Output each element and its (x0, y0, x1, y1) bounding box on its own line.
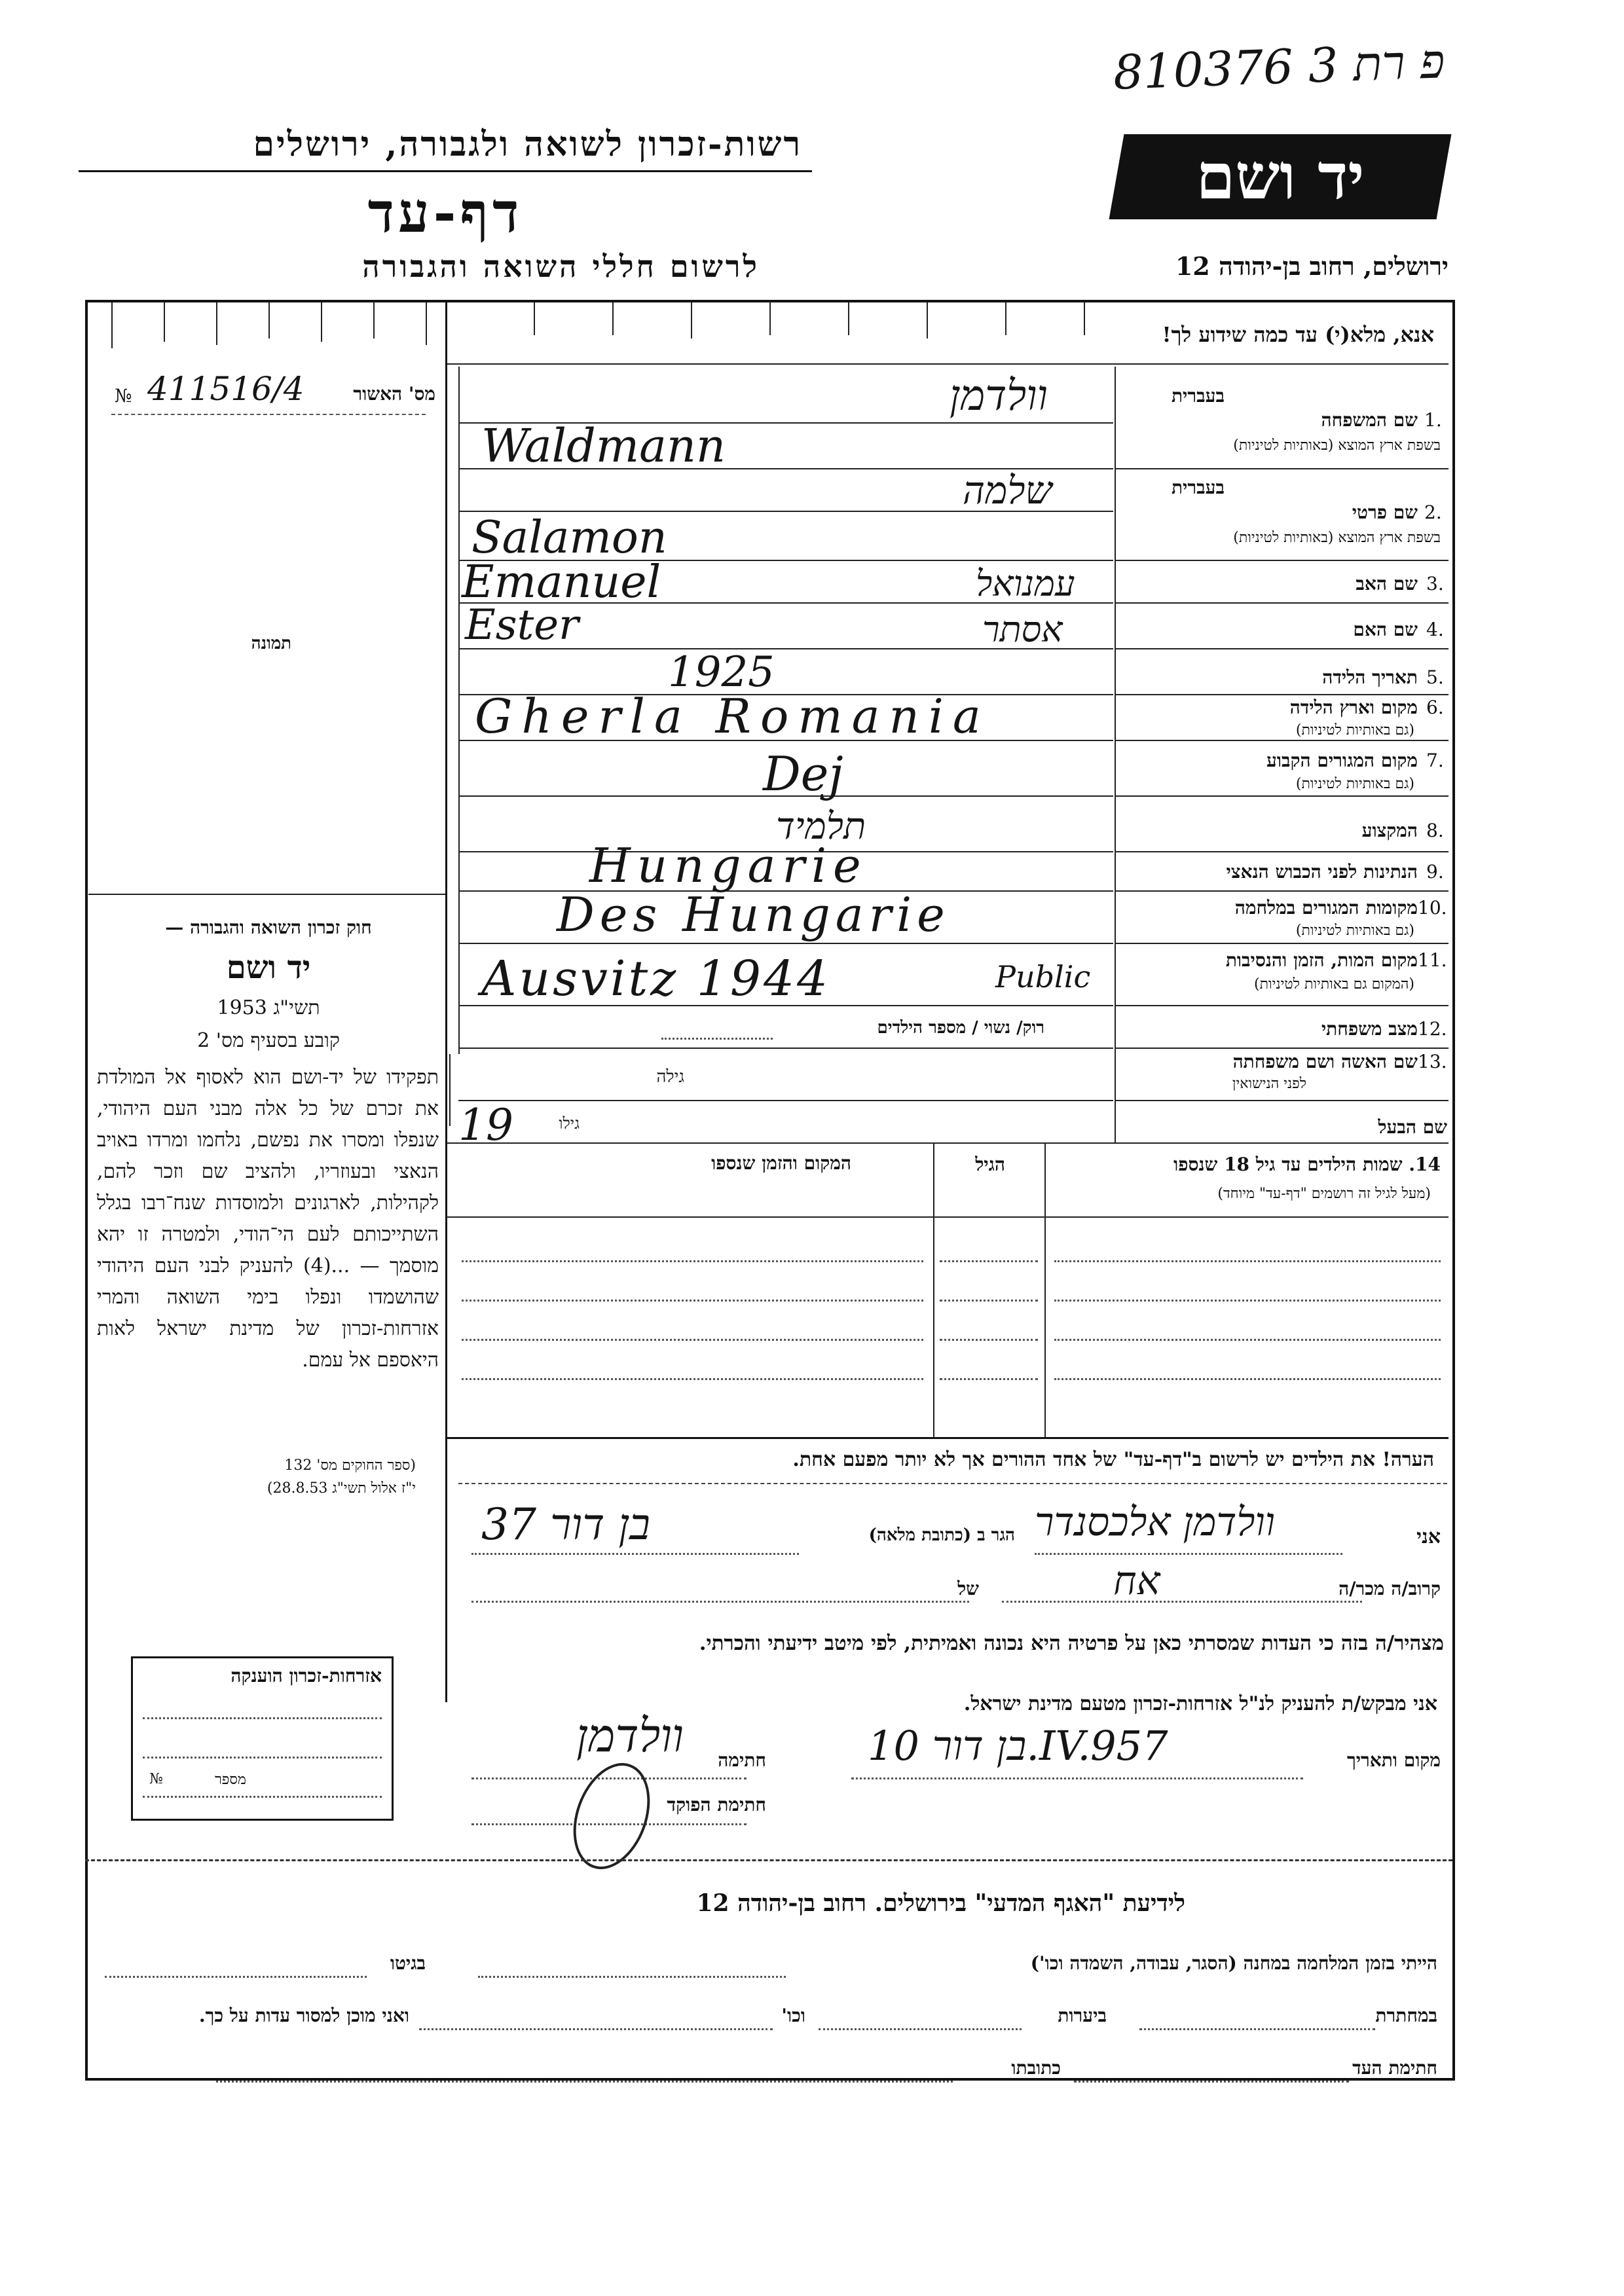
labels-divider (1115, 367, 1116, 1142)
mother-name: Ester (465, 601, 579, 649)
children-names-header: 14. שמות הילדים עד גיל 18 שנספו (1173, 1154, 1441, 1175)
field-2-label: שם פרטי (1352, 501, 1418, 523)
husband-age-label: גילו (559, 1114, 580, 1133)
place-date-label: מקום ותאריך (1346, 1749, 1441, 1771)
field-10-label: מקומות המגורים במלחמה (1234, 897, 1418, 919)
footer-willing: ואני מוכן למסור עדות על כך. (198, 2005, 409, 2026)
firstname-latin: Salamon (471, 512, 667, 564)
surname-latin: Waldmann (481, 419, 726, 473)
doc-title: דף-עד (367, 180, 523, 245)
field-12-number: 12. (1418, 1018, 1447, 1040)
declarant-relative-label: קרוב/ה מכר/ה (1338, 1578, 1441, 1599)
field-4-number: 4. (1426, 619, 1444, 640)
citizenship-request: אני מבקש/ת להעניק לנ"ל אזרחות-זכרון מטעם מדינת ישראל. (963, 1692, 1437, 1715)
authority-name: רשות-זכרון לשואה ולגבורה, ירושלים (253, 124, 802, 164)
field-1-label: שם המשפחה (1321, 409, 1418, 431)
law-ref-1: (ספר החוקים מס' 132 (284, 1457, 416, 1474)
declarant-signature: וולדמן (576, 1709, 684, 1762)
field-2-number: 2. (1424, 501, 1442, 523)
birth-date: 1925 (668, 648, 775, 697)
law-clause: קובע בסעיף מס' 2 (197, 1029, 340, 1052)
field-3-label: שם האב (1356, 573, 1418, 594)
citizenship-box (131, 1656, 394, 1821)
death-circumstances: Public (995, 959, 1091, 994)
law-year: תשי"ג 1953 (217, 996, 320, 1019)
field-7-sub: (גם באותיות לטיניות) (1295, 776, 1414, 792)
field-6-sub: (גם באותיות לטיניות) (1295, 722, 1414, 738)
mother-name-hebrew: אסתר (982, 609, 1063, 650)
field-1-number: 1. (1424, 409, 1442, 431)
father-name-hebrew: עמנואל (976, 563, 1075, 604)
citizenship-no-label: מספר (215, 1772, 246, 1788)
photo-label: תמונה (251, 634, 291, 653)
children-names-subheader: (מעל לגיל זה רושמים "דף-עד" מיוחד) (1217, 1186, 1431, 1202)
approval-number: 411516/4 (147, 370, 304, 408)
footer-line1: הייתי בזמן המלחמה במחנה (הסגר, עבודה, השמדה וכו') (1030, 1952, 1437, 1974)
field-2-sub: בשפת ארץ המוצא (באותיות לטיניות) (1233, 530, 1441, 546)
field-7-label: מקום המגורים הקבוע (1266, 750, 1418, 771)
firstname-hebrew: שלמה (963, 468, 1052, 513)
footer-witness-address: כתובתו (1011, 2057, 1061, 2079)
footer-title: לידיעת "האגף המדעי" בירושלים. רחוב בן-יהודה 12 (696, 1889, 1185, 1917)
field-8-label: המקצוע (1361, 820, 1418, 841)
field-11-label: מקום המות, הזמן והנסיבות (1225, 949, 1418, 971)
children-place-header: המקום והזמן שנספו (711, 1152, 851, 1174)
law-name: יד ושם (226, 949, 311, 986)
field-8-number: 8. (1426, 820, 1444, 841)
age-value: 19 (458, 1100, 513, 1150)
law-title: חוק זכרון השואה והגבורה — (165, 917, 372, 938)
officer-signature-label: חתימת הפוקד (667, 1794, 766, 1815)
law-text: תפקידו של יד-ושם הוא לאסוף אל המולדת את זכרם של כל אלה מבני העם היהודי, שנפלו ומסרו את נפשם, נלחמו ומרדו באויב הנאצי ובעוזריו, ולהציב שם וזכר להם, לקהילות, לארגונים ולמוסדות שנח־רבו בגלל השתייכותם לעם הי־הודי, ולמטרה זו יהא מוסמך — ...(4) להעניק לבני העם היהודי שהושמדו ונפלו בימי השואה והמרי אזרחות-זכרון של מדינת ישראל לאות היאספם אל עמם. (97, 1066, 439, 1372)
death-place: Ausvitz 1944 (481, 951, 831, 1007)
footer-underground: במחתרת (1375, 2005, 1437, 2026)
declarant-name: וולדמן אלכסנדר (1035, 1499, 1276, 1545)
birth-place: Gherla Romania (475, 689, 990, 744)
children-note: הערה! את הילדים יש לרשום ב"דף-עד" של אחד ההורים אך לא יותר מפעם אחת. (792, 1448, 1434, 1471)
citizenship-no-mark: № (149, 1771, 163, 1787)
signature-label: חתימה (718, 1749, 766, 1771)
field-13-number: 13. (1418, 1051, 1447, 1072)
footer-witness-signature: חתימת העד (1352, 2057, 1437, 2079)
field-7-number: 7. (1426, 750, 1444, 771)
field-5-label: תאריך הלידה (1322, 666, 1418, 688)
declarant-address: בן דור 37 (481, 1499, 650, 1550)
father-name: Emanuel (462, 556, 661, 608)
doc-subtitle: לרשום חללי השואה והגבורה (362, 249, 760, 284)
field-6-number: 6. (1426, 697, 1444, 718)
field-10-number: 10. (1418, 897, 1447, 919)
file-note: 810376 פ רת 3 (1112, 33, 1446, 100)
children-age-header: הגיל (975, 1154, 1005, 1175)
field-11-sub: (המקום גם באותיות לטיניות) (1254, 976, 1414, 993)
surname-hebrew: וולדמן (950, 372, 1048, 420)
field-12-label: מצב משפחתי (1321, 1018, 1418, 1040)
field-1-sub: בשפת ארץ המוצא (באותיות לטיניות) (1233, 437, 1441, 454)
marital-options: רוק/ נשוי / מספר הילדים (877, 1018, 1044, 1038)
field-3-number: 3. (1426, 573, 1444, 594)
wartime-places: Des Hungarie (557, 887, 950, 942)
left-column-divider (445, 301, 447, 1702)
citizenship-title: אזרחות-זכרון הוענקה (231, 1665, 382, 1686)
address: ירושלים, רחוב בן-יהודה 12 (1175, 251, 1449, 281)
declarant-ani: אני (1416, 1525, 1441, 1548)
profession: תלמיד (776, 805, 866, 848)
law-ref-2: י"ז אלול תשי"ג 28.8.53) (267, 1480, 416, 1497)
field-13-sub: לפני הנישואין (1232, 1076, 1306, 1092)
field-9-label: הנתינות לפני הכבוש הנאצי (1226, 861, 1418, 883)
declarant-resides-label: הגר ב (כתובת מלאה) (868, 1525, 1015, 1545)
footer-etc: וכו' (781, 2005, 805, 2026)
place-date-value: בן דור 10.IV.957 (868, 1722, 1168, 1770)
yad-vashem-logo: יד ושם (1109, 134, 1452, 219)
field-husband-label: שם הבעל (1378, 1116, 1447, 1138)
instruction: אנא, מלא(י) עד כמה שידוע לך! (1162, 322, 1434, 347)
field-6-label: מקום וארץ הלידה (1289, 697, 1418, 718)
field-13-label: שם האשה ושם משפחתה (1232, 1051, 1418, 1072)
residence: Dej (763, 746, 843, 801)
declarant-of-label: של (957, 1578, 979, 1599)
field-4-label: שם האם (1353, 619, 1418, 640)
nationality: Hungarie (589, 838, 868, 893)
field-9-number: 9. (1426, 861, 1444, 883)
approval-no-mark: № (115, 385, 132, 407)
footer-line1-ghetto: בגיטו (390, 1952, 426, 1974)
field-11-number: 11. (1418, 949, 1447, 971)
approval-label: מס' האשור (353, 383, 435, 405)
footer-forests: ביערות (1058, 2005, 1107, 2026)
field-10-sub: (גם באותיות לטיניות) (1295, 922, 1414, 939)
wife-age-label: גילה (656, 1067, 684, 1087)
field-2-tag: בעברית (1171, 477, 1225, 498)
declaration: מצהיר/ה בזה כי העדות שמסרתי כאן על פרטיה היא נכונה ואמיתית, לפי מיטב ידיעתי והכרתי. (699, 1631, 1444, 1655)
declarant-relation: אח (1113, 1558, 1160, 1604)
field-5-number: 5. (1426, 666, 1444, 688)
field-1-tag: בעברית (1171, 385, 1225, 407)
authority-underline (79, 170, 812, 172)
